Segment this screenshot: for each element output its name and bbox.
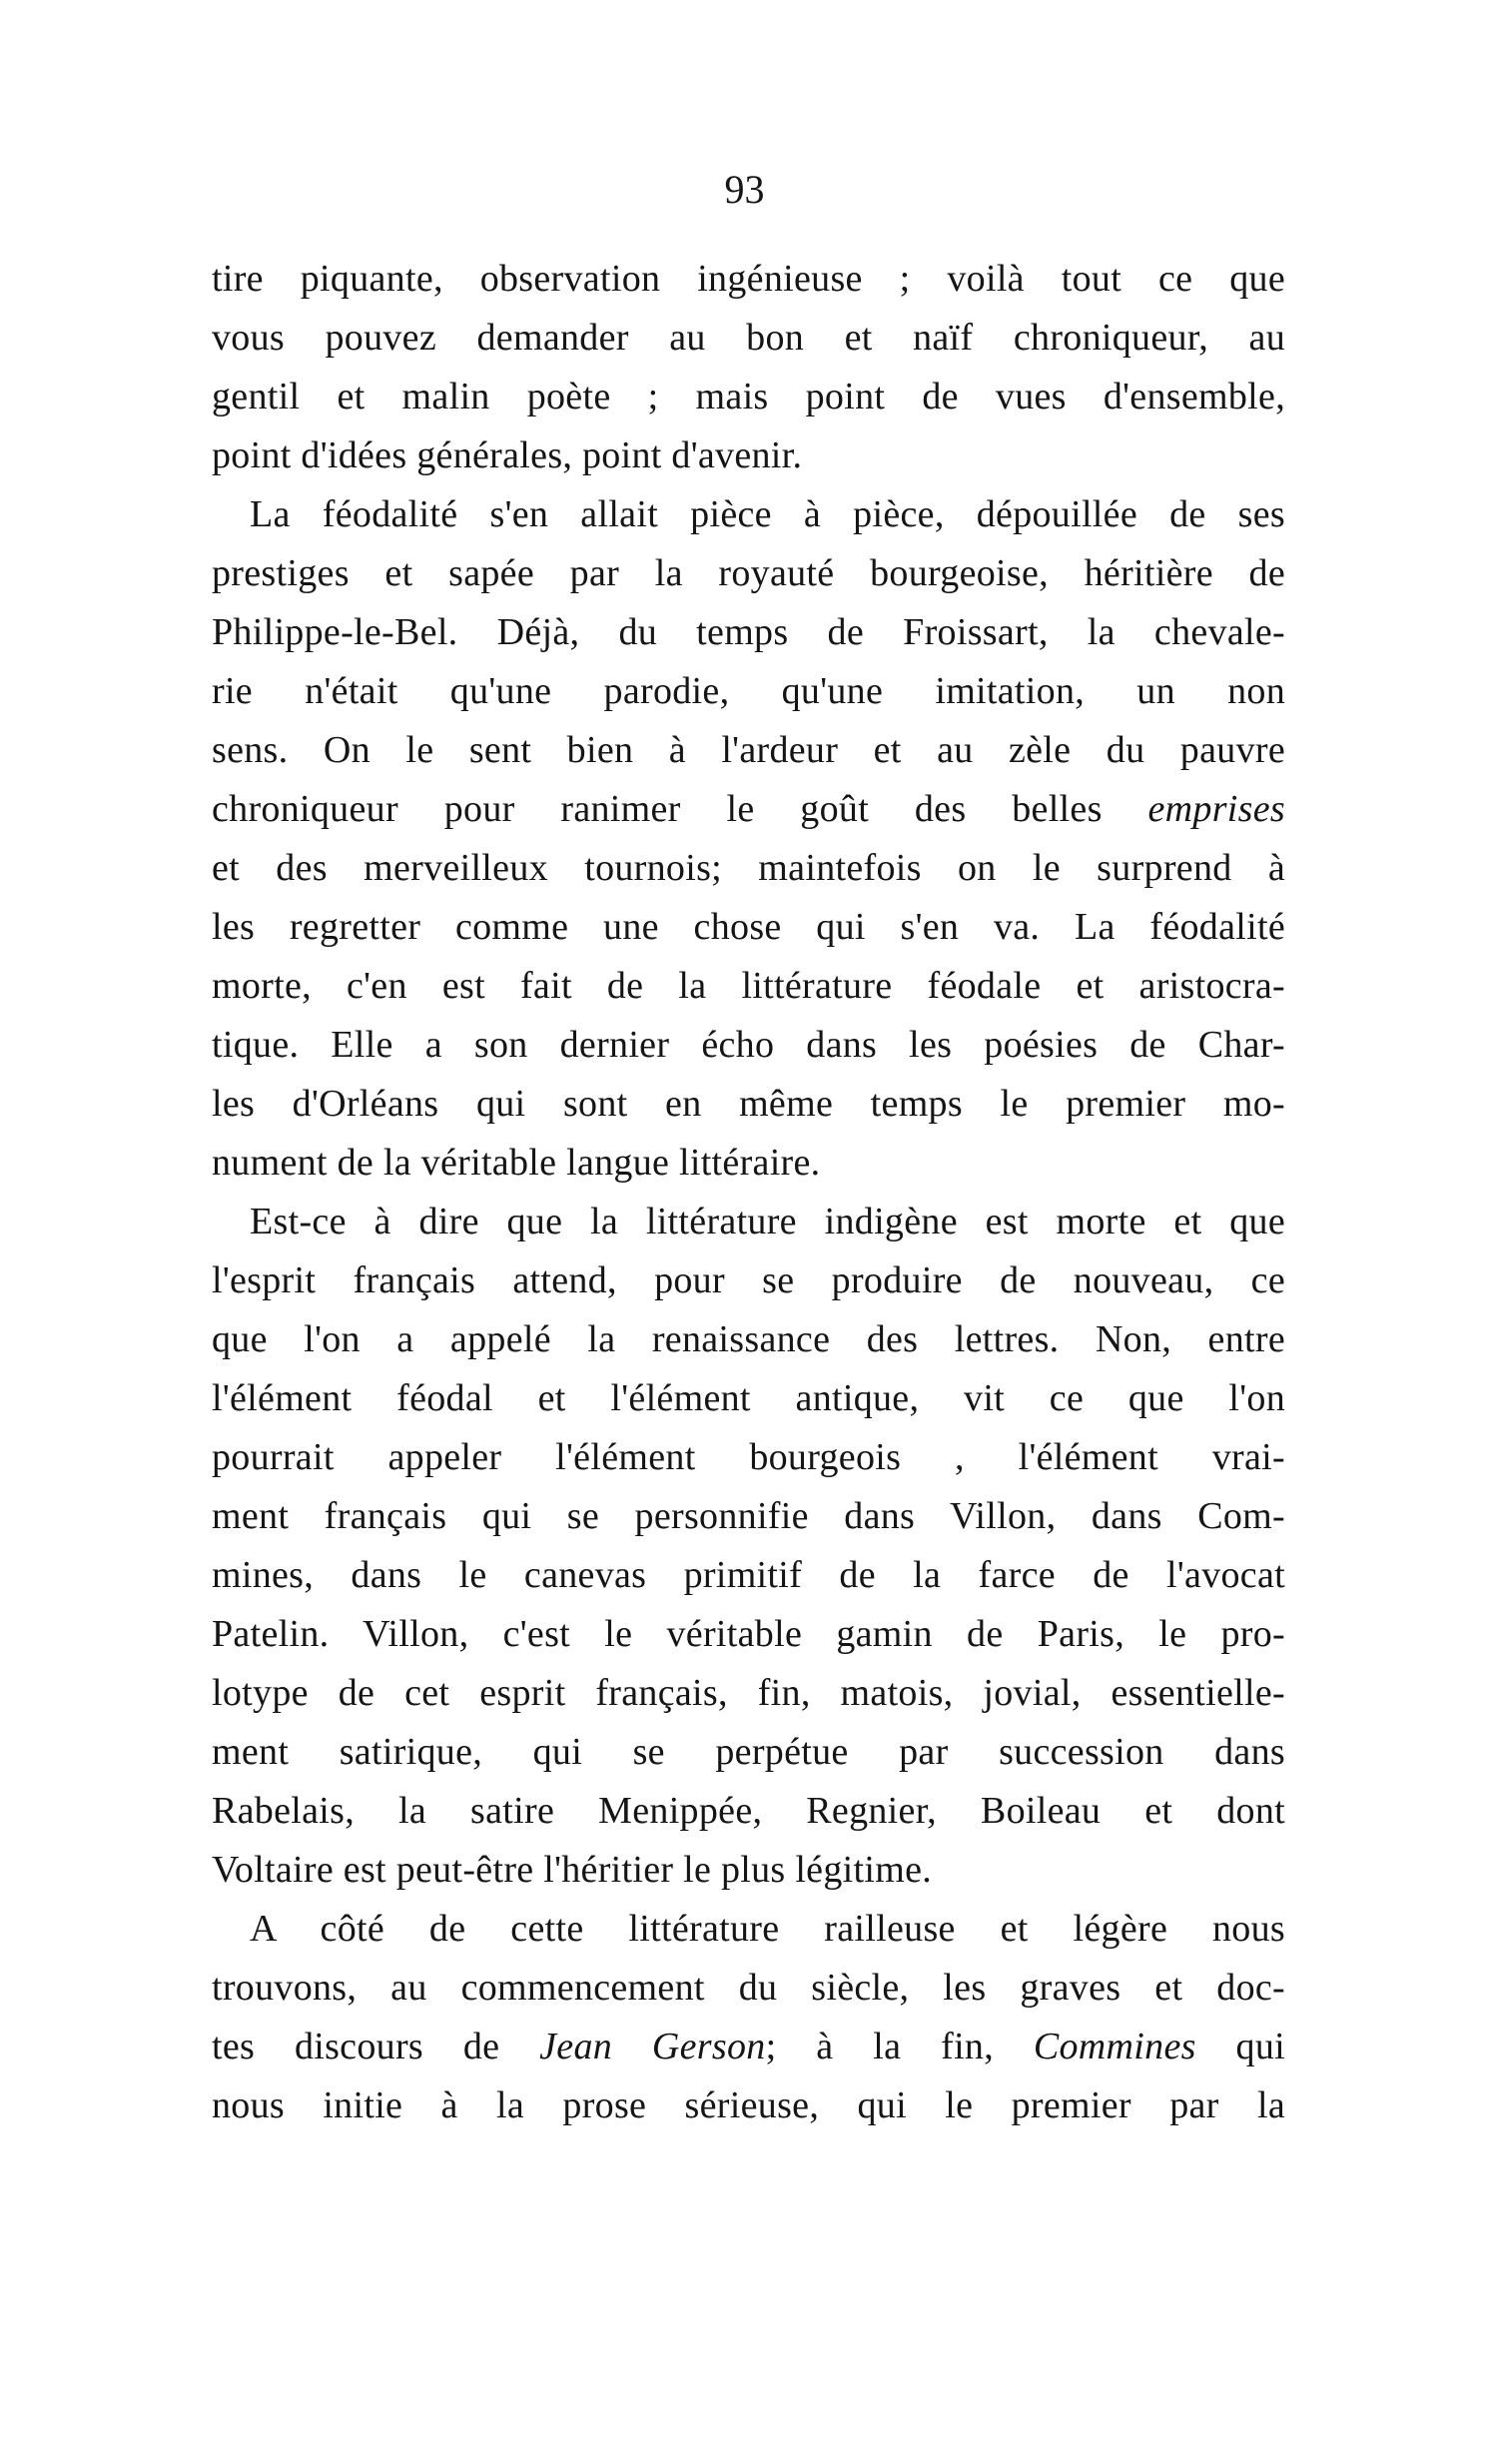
text-line: l'esprit français attend, pour se produire de nouveau, ce [212,1259,1285,1301]
text-line: que l'on a appelé la renaissance des lettres. Non, entre [212,1318,1285,1360]
italic-text: emprises [1147,788,1285,830]
italic-text: Commines [1033,2026,1196,2067]
text-line: lotype de cet esprit français, fin, matois, jovial, essentielle- [212,1672,1285,1714]
page-number: 93 [724,167,765,212]
paragraph [212,1900,1285,2135]
text-line: et des merveilleux tournois; maintefois on le surprend à [212,847,1285,889]
text-line: ment français qui se personnifie dans Villon, dans Com- [212,1495,1285,1537]
text-line: pourrait appeler l'élément bourgeois , l'élément vrai- [212,1436,1285,1478]
text-line: prestiges et sapée par la royauté bourgeoise, héritière de [212,552,1285,594]
italic-text: Jean Gerson [539,2026,766,2067]
text-line: Patelin. Villon, c'est le véritable gamin de Paris, le pro- [212,1613,1285,1655]
text-line: les regretter comme une chose qui s'en va. La féodalité [212,906,1285,948]
text-line: trouvons, au commencement du siècle, les graves et doc- [212,1967,1285,2009]
text-line: rie n'était qu'une parodie, qu'une imitation, un non [212,670,1285,712]
paragraph [212,250,1285,485]
text-line: point d'idées générales, point d'avenir. [212,434,803,476]
text-line: Rabelais, la satire Menippée, Regnier, Boileau et dont [212,1790,1285,1832]
text-line: Philippe-le-Bel. Déjà, du temps de Froissart, la chevale- [212,611,1285,653]
text-line: tique. Elle a son dernier écho dans les poésies de Char- [212,1024,1285,1066]
text-line: sens. On le sent bien à l'ardeur et au zèle du pauvre [212,729,1285,771]
text-line: gentil et malin poète ; mais point de vues d'ensemble, [212,376,1285,417]
text-line: Est-ce à dire que la littérature indigène est morte et que [250,1201,1285,1242]
text-line: La féodalité s'en allait pièce à pièce, dépouillée de ses [250,493,1285,535]
text-line: mines, dans le canevas primitif de la farce de l'avocat [212,1554,1285,1596]
text-line: morte, c'en est fait de la littérature féodale et aristocra- [212,965,1285,1007]
text-line: nument de la véritable langue littéraire. [212,1142,821,1184]
text-line: tire piquante, observation ingénieuse ; voilà tout ce que [212,258,1285,300]
text-line: A côté de cette littérature railleuse et légère nous [250,1908,1285,1950]
text-line: vous pouvez demander au bon et naïf chroniqueur, au [212,317,1285,359]
text-line: Voltaire est peut-être l'héritier le plus légitime. [212,1849,933,1891]
text-line: ment satirique, qui se perpétue par succession dans [212,1731,1285,1773]
text-line: les d'Orléans qui sont en même temps le premier mo- [212,1083,1285,1125]
text-line: chroniqueur pour ranimer le goût des belles emprises [212,788,1285,830]
body-text [212,250,1285,2135]
text-line: nous initie à la prose sérieuse, qui le premier par la [212,2084,1285,2126]
text-line: tes discours de Jean Gerson; à la fin, Commines qui [212,2026,1285,2067]
paragraph [212,1193,1285,1900]
paragraph [212,485,1285,1193]
text-line: l'élément féodal et l'élément antique, vit ce que l'on [212,1377,1285,1419]
